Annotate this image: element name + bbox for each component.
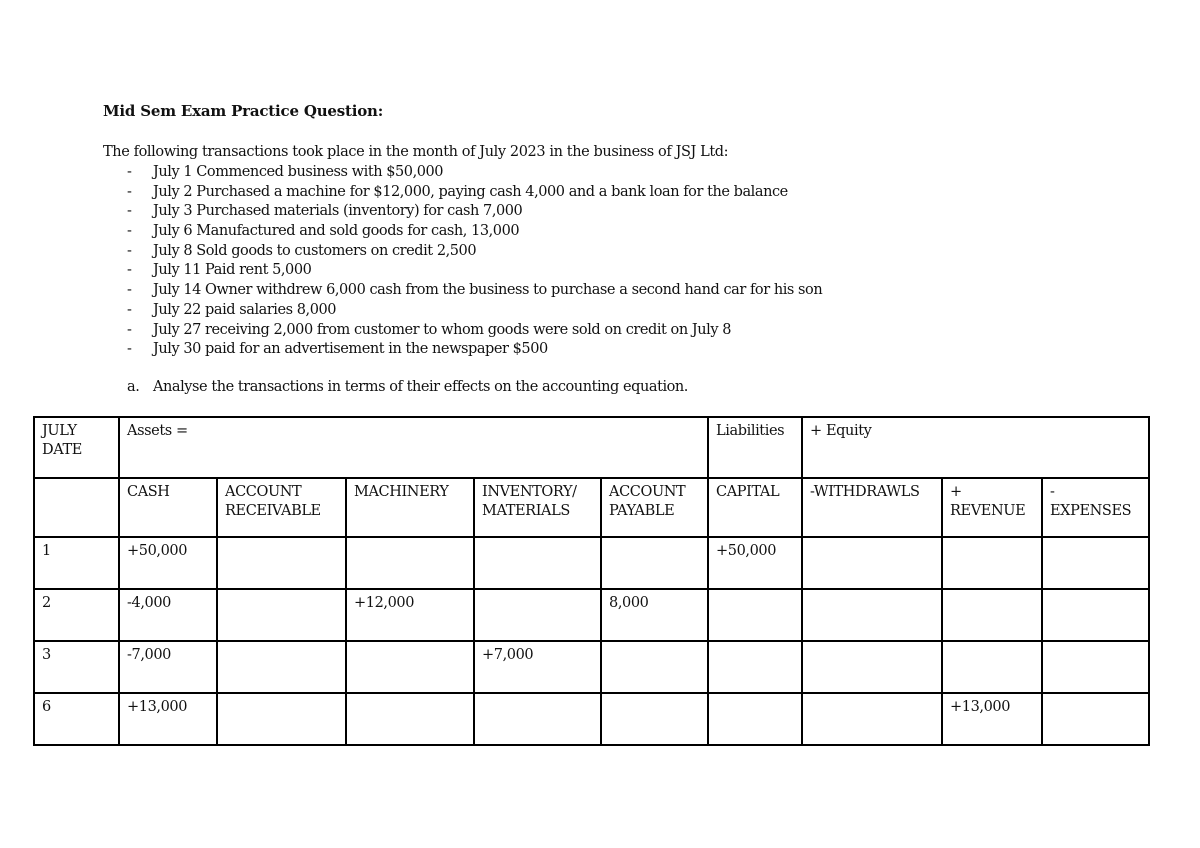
list-item xyxy=(127,321,822,341)
transaction-list xyxy=(127,163,822,360)
header-date-line2: DATE xyxy=(42,442,82,458)
table-cell xyxy=(708,641,802,693)
list-item xyxy=(127,340,822,360)
column-header-text: MATERIALS xyxy=(482,503,570,519)
transaction-text: July 2 Purchased a machine for $12,000, paying cash 4,000 and a bank loan for the balance xyxy=(153,183,788,200)
table-cell xyxy=(217,537,346,589)
table-cell: 8,000 xyxy=(601,589,708,641)
table-row xyxy=(34,641,1149,693)
bullet-dash: - xyxy=(127,183,132,200)
table-column-header-row xyxy=(34,478,1149,537)
column-header-revenue xyxy=(942,478,1042,537)
table-cell xyxy=(1042,693,1149,745)
column-header-text: INVENTORY/ xyxy=(482,484,577,500)
table-cell: -7,000 xyxy=(119,641,217,693)
table-cell xyxy=(217,589,346,641)
table-cell xyxy=(474,589,601,641)
table-cell xyxy=(1042,641,1149,693)
table-cell xyxy=(601,537,708,589)
header-date xyxy=(34,417,119,478)
row-date: 1 xyxy=(34,537,119,589)
header-equity: + Equity xyxy=(802,417,1149,478)
table-cell xyxy=(346,693,474,745)
header-assets: Assets = xyxy=(119,417,708,478)
transaction-text: July 11 Paid rent 5,000 xyxy=(153,262,312,279)
table-cell xyxy=(708,589,802,641)
column-header-text: MACHINERY xyxy=(354,484,449,500)
column-header-text: -WITHDRAWLS xyxy=(810,484,920,500)
row-date: 2 xyxy=(34,589,119,641)
table-cell xyxy=(601,641,708,693)
transaction-text: July 14 Owner withdrew 6,000 cash from the business to purchase a second hand car for his son xyxy=(153,282,823,299)
table-cell: +7,000 xyxy=(474,641,601,693)
bullet-dash: - xyxy=(127,242,132,259)
list-item xyxy=(127,163,822,183)
column-header-accounts-receivable xyxy=(217,478,346,537)
column-header-machinery xyxy=(346,478,474,537)
table-cell xyxy=(708,693,802,745)
list-item xyxy=(127,261,822,281)
column-header-text: ACCOUNT xyxy=(225,484,302,500)
bullet-dash: - xyxy=(127,321,132,338)
column-header-text: EXPENSES xyxy=(1050,503,1132,519)
table-cell xyxy=(942,537,1042,589)
table-cell xyxy=(217,641,346,693)
column-header-text: PAYABLE xyxy=(609,503,675,519)
bullet-dash: - xyxy=(127,203,132,220)
table-cell xyxy=(474,537,601,589)
transaction-text: July 8 Sold goods to customers on credit 2,500 xyxy=(153,242,477,259)
row-date: 3 xyxy=(34,641,119,693)
column-header-text: CAPITAL xyxy=(716,484,780,500)
list-item xyxy=(127,202,822,222)
row-date: 6 xyxy=(34,693,119,745)
list-item xyxy=(127,222,822,242)
table-cell xyxy=(1042,537,1149,589)
bullet-dash: - xyxy=(127,282,132,299)
column-header-text: REVENUE xyxy=(950,503,1026,519)
transaction-text: July 1 Commenced business with $50,000 xyxy=(153,164,444,180)
table-cell: +50,000 xyxy=(708,537,802,589)
column-header-text: ACCOUNT xyxy=(609,484,686,500)
list-item xyxy=(127,281,822,301)
document-title: Mid Sem Exam Practice Question: xyxy=(103,102,384,120)
table-cell xyxy=(217,693,346,745)
column-header-text: CASH xyxy=(127,484,170,500)
bullet-dash: - xyxy=(127,164,132,180)
column-header-withdrawals xyxy=(802,478,942,537)
column-header-expenses xyxy=(1042,478,1149,537)
column-header-text: RECEIVABLE xyxy=(225,503,321,519)
table-row xyxy=(34,589,1149,641)
bullet-dash: - xyxy=(127,341,132,358)
table-cell xyxy=(802,537,942,589)
column-header-cash xyxy=(119,478,217,537)
table-cell xyxy=(474,693,601,745)
question-a xyxy=(127,379,688,395)
list-item xyxy=(127,183,822,203)
intro-text: The following transactions took place in the month of July 2023 in the business of JSJ Ltd: xyxy=(103,144,729,160)
table-cell xyxy=(802,641,942,693)
transaction-text: July 27 receiving 2,000 from customer to whom goods were sold on credit on July 8 xyxy=(153,321,731,338)
table-cell xyxy=(802,693,942,745)
table-cell: +50,000 xyxy=(119,537,217,589)
table-cell: +13,000 xyxy=(942,693,1042,745)
column-header-capital xyxy=(708,478,802,537)
column-header-accounts-payable xyxy=(601,478,708,537)
column-header-inventory xyxy=(474,478,601,537)
table-cell xyxy=(601,693,708,745)
header-liabilities: Liabilities xyxy=(708,417,802,478)
header-date-line1: JULY xyxy=(42,423,77,439)
table-cell: -4,000 xyxy=(119,589,217,641)
transaction-text: July 30 paid for an advertisement in the newspaper $500 xyxy=(153,341,548,358)
question-letter: a. xyxy=(127,379,140,395)
table-cell xyxy=(942,641,1042,693)
table-cell xyxy=(802,589,942,641)
transaction-text: July 3 Purchased materials (inventory) for cash 7,000 xyxy=(153,203,523,220)
bullet-dash: - xyxy=(127,223,132,240)
bullet-dash: - xyxy=(127,262,132,279)
list-item xyxy=(127,301,822,321)
transaction-text: July 22 paid salaries 8,000 xyxy=(153,301,337,318)
column-header-text: - xyxy=(1050,484,1055,500)
question-text: Analyse the transactions in terms of their effects on the accounting equation. xyxy=(153,379,688,395)
bullet-dash: - xyxy=(127,301,132,318)
table-cell: +12,000 xyxy=(346,589,474,641)
list-item xyxy=(127,242,822,262)
table-header-row xyxy=(34,417,1149,478)
table-cell xyxy=(346,537,474,589)
table-cell xyxy=(942,589,1042,641)
column-header-empty xyxy=(34,478,119,537)
table-row xyxy=(34,537,1149,589)
table-cell xyxy=(346,641,474,693)
accounting-equation-table xyxy=(33,416,1150,746)
table-row xyxy=(34,693,1149,745)
table-cell xyxy=(1042,589,1149,641)
table-cell: +13,000 xyxy=(119,693,217,745)
column-header-text: + xyxy=(950,484,962,500)
transaction-text: July 6 Manufactured and sold goods for cash, 13,000 xyxy=(153,223,520,240)
